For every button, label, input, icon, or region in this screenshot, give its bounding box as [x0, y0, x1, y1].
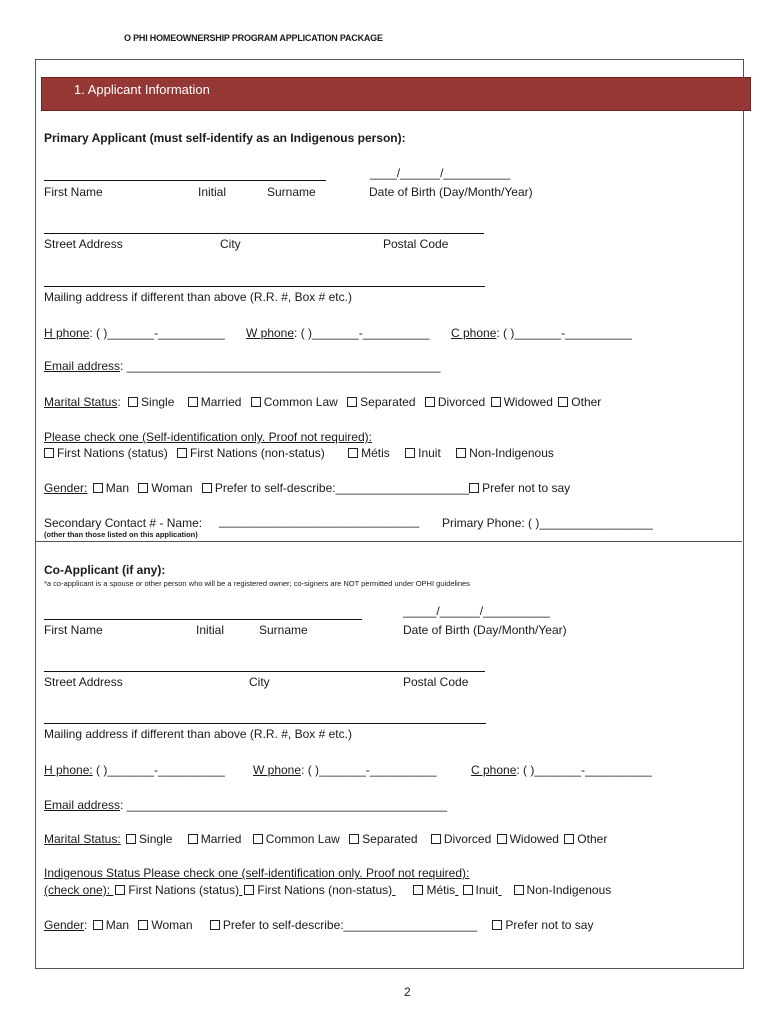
co-gender-prefer-not[interactable]: Prefer not to say [492, 918, 593, 932]
checkbox-icon[interactable] [497, 834, 507, 844]
co-gender-woman[interactable]: Woman [138, 918, 192, 932]
co-gender-man[interactable]: Man [93, 918, 129, 932]
primary-gender-row [44, 481, 570, 495]
co-gender-self-describe[interactable]: Prefer to self-describe: [210, 918, 344, 932]
primary-gender-woman[interactable]: Woman [138, 481, 192, 495]
primary-h-phone-label: H phone [44, 326, 90, 340]
section-title: 1. Applicant Information [74, 82, 210, 97]
co-first-name-label: First Name [44, 623, 103, 637]
primary-initial-label: Initial [198, 185, 227, 199]
checkbox-icon[interactable] [348, 448, 358, 458]
co-name-line[interactable] [44, 619, 362, 620]
primary-marital-common-law[interactable]: Common Law [251, 395, 338, 409]
co-indig-fn-nonstatus[interactable]: First Nations (non-status) [244, 883, 392, 897]
co-c-phone-label: C phone [471, 763, 517, 777]
secondary-primary-phone[interactable]: Primary Phone: ( )_________________ [442, 516, 653, 530]
co-email-blank[interactable]: : ________________________________________________ [120, 798, 448, 812]
section-divider [35, 541, 742, 542]
co-marital-label: Marital Status: [44, 832, 121, 846]
co-phone-row[interactable] [44, 763, 225, 777]
co-indig-fn-status[interactable]: First Nations (status) [115, 883, 239, 897]
co-street-label: Street Address [44, 675, 123, 689]
primary-city-label: City [220, 237, 241, 251]
co-dob-blank[interactable]: _____/______/__________ [403, 604, 550, 618]
checkbox-icon[interactable] [138, 483, 148, 493]
primary-surname-label: Surname [267, 185, 316, 199]
co-heading: Co-Applicant (if any): [44, 563, 166, 577]
primary-address-line[interactable] [44, 233, 484, 234]
primary-marital-separated[interactable]: Separated [347, 395, 415, 409]
primary-gender-label: Gender: [44, 481, 88, 495]
primary-postal-label: Postal Code [383, 237, 449, 251]
primary-indig-fn-status[interactable]: First Nations (status) [44, 446, 168, 460]
checkbox-icon[interactable] [128, 397, 138, 407]
primary-marital-single[interactable]: Single [128, 395, 174, 409]
secondary-contact-note: (other than those listed on this application) [44, 530, 198, 539]
primary-dob-blank[interactable]: ____/______/__________ [370, 166, 511, 180]
primary-indig-inuit[interactable]: Inuit [405, 446, 441, 460]
primary-indig-metis[interactable]: Métis [348, 446, 390, 460]
primary-w-phone-blank[interactable]: : ( )_______-__________ [294, 326, 430, 340]
co-w-phone-label: W phone [253, 763, 302, 777]
primary-marital-row: Marital Status: Single Married Common Law Separated Divorced Widowed Other [44, 395, 602, 409]
checkbox-icon[interactable] [138, 920, 148, 930]
primary-dob-label: Date of Birth (Day/Month/Year) [369, 185, 533, 199]
primary-gender-prefer-not[interactable]: Prefer not to say [469, 481, 570, 495]
checkbox-icon[interactable] [93, 920, 103, 930]
primary-indig-fn-nonstatus[interactable]: First Nations (non-status) [177, 446, 325, 460]
checkbox-icon[interactable] [413, 885, 423, 895]
co-marital-row [44, 832, 607, 846]
secondary-contact-blank[interactable]: ______________________________ [219, 514, 420, 528]
primary-email-blank[interactable]: : _______________________________________________ [120, 359, 441, 373]
checkbox-icon[interactable] [251, 397, 261, 407]
co-indig-non-indigenous[interactable]: Non-Indigenous [514, 883, 612, 897]
checkbox-icon[interactable] [188, 834, 198, 844]
co-postal-label: Postal Code [403, 675, 469, 689]
co-dob-label: Date of Birth (Day/Month/Year) [403, 623, 567, 637]
co-email-label: Email address [44, 798, 121, 812]
secondary-contact-label: Secondary Contact # - Name: [44, 516, 203, 530]
co-indig-inuit[interactable]: Inuit [463, 883, 499, 897]
primary-gender-blank[interactable]: ____________________ [335, 481, 470, 495]
checkbox-icon[interactable] [491, 397, 501, 407]
document-header: O PHI HOMEOWNERSHIP PROGRAM APPLICATION PACKAGE [124, 33, 383, 43]
primary-heading: Primary Applicant (must self-identify as an Indigenous person): [44, 131, 406, 145]
co-marital-other[interactable]: Other [564, 832, 607, 846]
checkbox-icon[interactable] [93, 483, 103, 493]
primary-email-row[interactable] [44, 359, 440, 373]
co-marital-single[interactable]: Single [126, 832, 172, 846]
co-c-phone-blank[interactable]: : ( )_______-__________ [516, 763, 652, 777]
checkbox-icon[interactable] [425, 397, 435, 407]
co-initial-label: Initial [196, 623, 225, 637]
primary-street-label: Street Address [44, 237, 123, 251]
checkbox-icon[interactable] [126, 834, 136, 844]
checkbox-icon[interactable] [469, 483, 479, 493]
co-note: *a co-applicant is a spouse or other person who will be a registered owner; co-signers are NOT permitted under OPHI guidelines [44, 579, 470, 588]
checkbox-icon[interactable] [456, 448, 466, 458]
checkbox-icon[interactable] [177, 448, 187, 458]
co-marital-separated[interactable]: Separated [349, 832, 417, 846]
primary-h-phone-blank[interactable]: : ( )_______-__________ [89, 326, 225, 340]
co-mailing-line[interactable] [44, 723, 486, 724]
primary-marital-divorced[interactable]: Divorced [425, 395, 485, 409]
primary-indigenous-row [44, 446, 554, 460]
primary-mailing-line[interactable] [44, 286, 485, 287]
checkbox-icon[interactable] [431, 834, 441, 844]
checkbox-icon[interactable] [558, 397, 568, 407]
primary-w-phone[interactable] [246, 326, 429, 340]
primary-name-line[interactable] [44, 180, 326, 181]
checkbox-icon[interactable] [202, 483, 212, 493]
primary-first-name-label: First Name [44, 185, 103, 199]
checkbox-icon[interactable] [44, 448, 54, 458]
checkbox-icon[interactable] [492, 920, 502, 930]
primary-marital-other[interactable]: Other [558, 395, 601, 409]
co-indigenous-check-label: (check one): [44, 883, 111, 897]
primary-marital-married[interactable]: Married [188, 395, 242, 409]
co-indigenous-prompt: Indigenous Status Please check one (self-identification only. Proof not required): [44, 866, 470, 880]
co-city-label: City [249, 675, 270, 689]
primary-c-phone[interactable] [451, 326, 632, 340]
checkbox-icon[interactable] [349, 834, 359, 844]
primary-gender-man[interactable]: Man [93, 481, 129, 495]
page-number: 2 [404, 985, 411, 999]
checkbox-icon[interactable] [405, 448, 415, 458]
co-w-phone[interactable] [253, 763, 436, 777]
checkbox-icon[interactable] [115, 885, 125, 895]
checkbox-icon[interactable] [210, 920, 220, 930]
checkbox-icon[interactable] [347, 397, 357, 407]
primary-c-phone-label: C phone [451, 326, 497, 340]
checkbox-icon[interactable] [463, 885, 473, 895]
checkbox-icon[interactable] [188, 397, 198, 407]
primary-email-label: Email address [44, 359, 121, 373]
co-indigenous-row [44, 883, 611, 897]
co-h-phone-blank[interactable]: ( )_______-__________ [92, 763, 225, 777]
primary-marital-label: Marital Status [44, 395, 118, 409]
co-w-phone-blank[interactable]: : ( )_______-__________ [301, 763, 437, 777]
co-address-line[interactable] [44, 671, 485, 672]
checkbox-icon[interactable] [253, 834, 263, 844]
co-gender-label: Gender [44, 918, 85, 932]
primary-w-phone-label: W phone [246, 326, 295, 340]
co-mailing-label: Mailing address if different than above (R.R. #, Box # etc.) [44, 727, 352, 741]
co-h-phone-label: H phone: [44, 763, 93, 777]
co-marital-divorced[interactable]: Divorced [431, 832, 491, 846]
co-surname-label: Surname [259, 623, 308, 637]
co-email-row[interactable] [44, 798, 447, 812]
primary-indig-non-indigenous[interactable]: Non-Indigenous [456, 446, 554, 460]
section-banner [41, 77, 751, 111]
primary-c-phone-blank[interactable]: : ( )_______-__________ [496, 326, 632, 340]
co-gender-row: Gender: Man Woman Prefer to self-describe:____________________ Prefer not to say [44, 918, 594, 932]
co-gender-blank[interactable]: ____________________ [343, 918, 478, 932]
co-marital-widowed[interactable]: Widowed [497, 832, 559, 846]
co-c-phone[interactable] [471, 763, 652, 777]
primary-phone-row[interactable] [44, 326, 225, 340]
co-indig-metis[interactable]: Métis [413, 883, 455, 897]
checkbox-icon[interactable] [244, 885, 254, 895]
co-marital-married[interactable]: Married [188, 832, 242, 846]
primary-marital-widowed[interactable]: Widowed [491, 395, 553, 409]
checkbox-icon[interactable] [514, 885, 524, 895]
primary-gender-self-describe[interactable]: Prefer to self-describe: [202, 481, 336, 495]
co-marital-common-law[interactable]: Common Law [253, 832, 340, 846]
primary-mailing-label: Mailing address if different than above (R.R. #, Box # etc.) [44, 290, 352, 304]
primary-indigenous-prompt: Please check one (Self-identification only. Proof not required): [44, 430, 372, 444]
checkbox-icon[interactable] [564, 834, 574, 844]
